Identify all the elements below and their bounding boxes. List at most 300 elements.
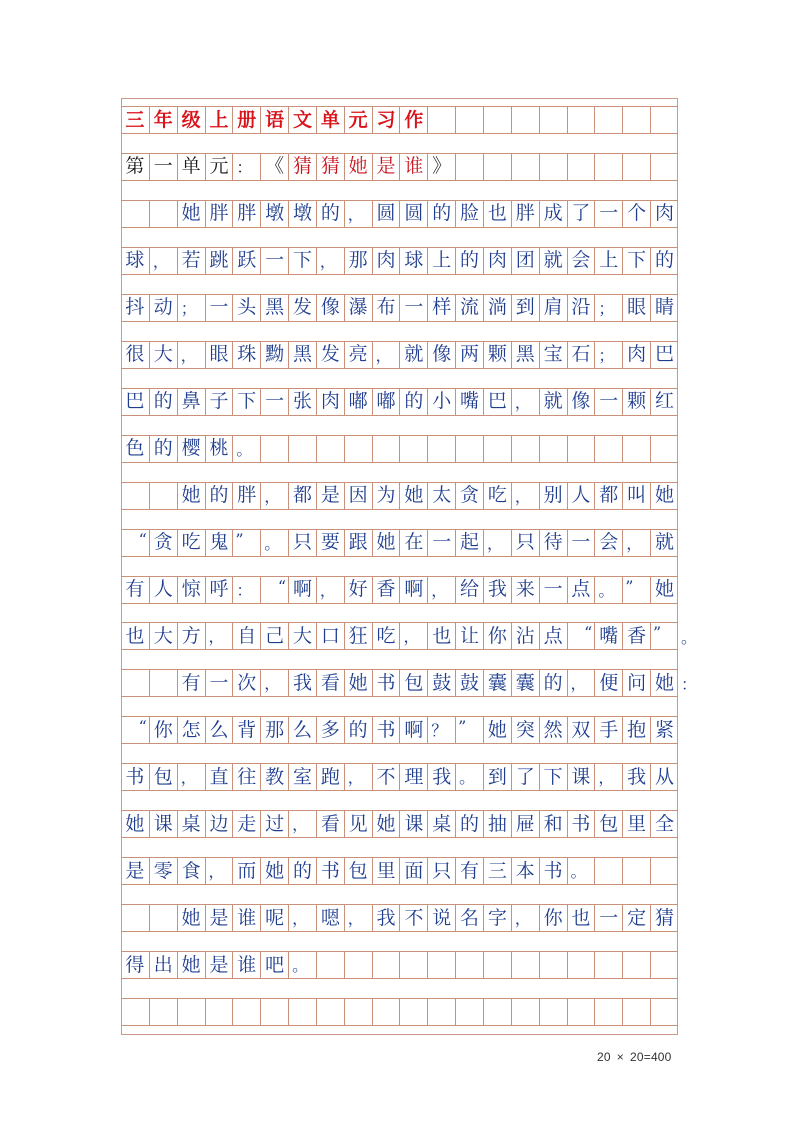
grid-cell: 要 [316,530,344,556]
grid-cell [288,999,316,1025]
grid-cell: 课 [567,764,595,790]
grid-cell: 包 [399,670,427,696]
grid-cell: 书 [567,811,595,837]
grid-cell: 是 [316,483,344,509]
grid-cell: 书 [372,717,400,743]
grid-cell [594,436,622,462]
grid-cell: 抱 [622,717,650,743]
text-row [121,435,678,463]
grid-cell: 手 [594,717,622,743]
grid-cell: 紧 [650,717,678,743]
grid-cell: “ [567,623,595,649]
grid-cell [650,107,678,133]
grid-cell: 亮 [344,342,372,368]
grid-cell: 吃 [177,530,205,556]
grid-cell: 啊 [288,577,316,603]
text-row [121,622,698,650]
grid-cell: 她 [260,858,288,884]
grid-cell: 抽 [483,811,511,837]
grid-cell: 作 [399,107,427,133]
grid-cell [483,999,511,1025]
grid-cell: 眼 [622,295,650,321]
grid-cell: 她 [372,530,400,556]
grid-cell: 是 [125,859,145,882]
grid-cell: 全 [650,811,678,837]
grid-cell: 跃 [232,248,260,274]
grid-cell: 零 [149,858,177,884]
grid-cell [288,436,316,462]
text-row [121,904,678,932]
grid-cell: 像 [567,389,595,415]
grid-cell: 巴 [483,389,511,415]
grid-cell [316,436,344,462]
heading-row [121,153,678,181]
grid-cell: 一 [427,530,455,556]
grid-cell: 。 [288,952,316,978]
grid-cell [455,436,483,462]
grid-cell: 面 [399,858,427,884]
grid-cell: 啊 [399,717,427,743]
grid-cell: 一 [260,248,288,274]
grid-cell [427,999,455,1025]
grid-cell: 嘟 [372,389,400,415]
grid-cell: 嘟 [344,389,372,415]
grid-cell: 就 [650,530,678,556]
grid-cell: 好 [344,577,372,603]
grid-cell: 书 [539,858,567,884]
grid-cell: 色 [125,437,145,460]
grid-cell [594,952,622,978]
grid-cell: 成 [539,201,567,227]
grid-cell: 和 [539,811,567,837]
grid-cell: 呼 [205,577,233,603]
grid-cell: 鼓 [427,670,455,696]
grid-cell: 猜 [288,154,316,180]
grid-cell: 胖 [205,201,233,227]
grid-cell: ， [399,623,427,649]
grid-cell: 发 [288,295,316,321]
grid-cell: 别 [539,483,567,509]
grid-cell: 一 [205,295,233,321]
grid-cell [121,201,149,227]
grid-cell: 说 [427,905,455,931]
text-row [121,998,678,1026]
grid-cell: 颗 [483,342,511,368]
grid-cell: 有 [177,670,205,696]
grid-cell: 墩 [288,201,316,227]
grid-cell: 瀑 [344,295,372,321]
grid-cell: ， [205,858,233,884]
grid-cell: 也 [567,905,595,931]
grid-cell: 只 [511,530,539,556]
grid-cell: 里 [622,811,650,837]
grid-cell: 沿 [567,295,595,321]
grid-cell: 猜 [316,154,344,180]
grid-cell: 那 [260,717,288,743]
grid-cell: ： [232,154,260,180]
grid-cell: 元 [205,154,233,180]
grid-cell: 的 [205,483,233,509]
grid-cell [567,999,595,1025]
grid-cell: 直 [205,764,233,790]
grid-cell: 个 [622,201,650,227]
grid-cell: 单 [177,154,205,180]
grid-cell: ， [511,389,539,415]
grid-cell: 墩 [260,201,288,227]
grid-cell: 怎 [177,717,205,743]
grid-cell: 多 [316,717,344,743]
grid-cell: 肉 [650,201,678,227]
grid-cell: 嘴 [455,389,483,415]
grid-cell [399,999,427,1025]
grid-cell: ， [567,670,595,696]
grid-cell: 来 [511,577,539,603]
grid-cell: 一 [567,530,595,556]
grid-cell: 桌 [427,811,455,837]
grid-cell [594,154,622,180]
grid-cell: 脸 [455,201,483,227]
grid-cell: 猜 [650,905,678,931]
grid-cell: 香 [372,577,400,603]
grid-cell [650,999,678,1025]
grid-cell: 抖 [125,296,145,319]
grid-cell: 跳 [205,248,233,274]
grid-cell: 吧 [260,952,288,978]
grid-cell [622,107,650,133]
grid-cell: 她 [177,952,205,978]
grid-cell: 一 [594,201,622,227]
grid-cell: 啊 [399,577,427,603]
grid-cell: 囊 [511,670,539,696]
grid-cell: 口 [316,623,344,649]
grid-cell: “ [138,717,147,737]
grid-cell: 她 [344,154,372,180]
grid-cell: 她 [650,577,678,603]
grid-cell: ， [149,248,177,274]
grid-cell [511,999,539,1025]
grid-cell: 习 [372,107,400,133]
grid-cell: 你 [539,905,567,931]
grid-cell [121,999,149,1025]
grid-cell: 因 [344,483,372,509]
grid-cell [622,858,650,884]
grid-cell: 红 [650,389,678,415]
grid-cell: ， [260,670,288,696]
grid-cell: 下 [539,764,567,790]
grid-cell: ， [177,342,205,368]
grid-cell: 狂 [344,623,372,649]
grid-cell: 她 [372,811,400,837]
grid-cell: 呢 [260,905,288,931]
text-row [121,482,678,510]
composition-grid-sheet [121,98,698,1035]
overflow-punctuation: ： [681,675,698,695]
grid-cell: 自 [232,623,260,649]
grid-cell [427,436,455,462]
grid-cell: 。 [232,436,260,462]
grid-cell: 很 [125,343,145,366]
grid-cell: 》 [427,154,455,180]
grid-cell: 双 [567,717,595,743]
grid-cell: 流 [455,295,483,321]
grid-cell: 她 [125,812,145,835]
grid-cell [455,999,483,1025]
grid-cell: 她 [483,717,511,743]
grid-cell [121,483,149,509]
grid-cell [149,483,177,509]
grid-cell [567,436,595,462]
grid-cell: 是 [372,154,400,180]
grid-cell: 然 [539,717,567,743]
text-row [121,810,678,838]
grid-cell: 册 [232,107,260,133]
grid-cell: ， [594,764,622,790]
grid-cell: 是 [205,905,233,931]
grid-cell: 惊 [177,577,205,603]
grid-cell: 有 [125,578,145,600]
grid-cell: 下 [288,248,316,274]
grid-cell: ， [288,811,316,837]
grid-cell: 突 [511,717,539,743]
grid-cell [622,999,650,1025]
grid-cell: ， [427,577,455,603]
grid-cell [149,201,177,227]
grid-cell [205,999,233,1025]
grid-cell: 肩 [539,295,567,321]
grid-cell: 次 [232,670,260,696]
grid-cell: 桃 [205,436,233,462]
grid-cell: 在 [399,530,427,556]
grid-cell: 么 [205,717,233,743]
grid-cell: 往 [232,764,260,790]
grid-cell: 年 [149,107,177,133]
grid-cell: 一 [399,295,427,321]
grid-cell: 樱 [177,436,205,462]
grid-cell: 谁 [232,952,260,978]
grid-cell: 嘴 [594,623,622,649]
grid-cell: 桌 [177,811,205,837]
grid-cell: ， [205,623,233,649]
grid-cell [483,952,511,978]
grid-cell: 球 [399,248,427,274]
grid-cell: 书 [372,670,400,696]
grid-cell: 肉 [483,248,511,274]
grid-cell: 起 [455,530,483,556]
grid-cell: 的 [149,436,177,462]
grid-cell: 宝 [539,342,567,368]
grid-cell [455,952,483,978]
grid-cell: 圆 [372,201,400,227]
grid-cell: 像 [427,342,455,368]
grid-cell: 的 [427,201,455,227]
grid-cell: 一 [594,389,622,415]
grid-cell: 肉 [372,248,400,274]
grid-cell: 三 [125,108,145,131]
grid-cell: 三 [483,858,511,884]
grid-cell: 谁 [232,905,260,931]
grid-cell: “ [138,529,147,549]
grid-cell: ； [594,342,622,368]
grid-cell: ， [511,483,539,509]
grid-cell: 胖 [232,201,260,227]
grid-cell: 肉 [622,342,650,368]
text-row [121,294,678,322]
grid-cell: 黑 [260,295,288,321]
grid-cell [177,999,205,1025]
grid-cell [650,436,678,462]
grid-cell: 吃 [372,623,400,649]
grid-cell: 上 [594,248,622,274]
grid-cell: 她 ： [650,670,678,696]
grid-cell: ； [594,295,622,321]
grid-cell: 一 [205,670,233,696]
grid-cell: ” [232,530,260,556]
grid-cell: 的 [316,201,344,227]
grid-cell: 她 [650,483,678,509]
grid-cell: ” [622,577,650,603]
grid-cell: ， [260,483,288,509]
grid-cell [260,436,288,462]
grid-cell: 文 [288,107,316,133]
grid-cell: 定 [622,905,650,931]
grid-cell: 都 [288,483,316,509]
grid-cell: 团 [511,248,539,274]
grid-cell: 子 [205,389,233,415]
grid-cell: 的 [455,811,483,837]
grid-cell [344,999,372,1025]
grid-cell: 看 [316,670,344,696]
grid-cell: 会 [567,248,595,274]
grid-cell: 发 [316,342,344,368]
grid-cell: ， [344,905,372,931]
grid-cell: 给 [455,577,483,603]
grid-cell: ， [511,905,539,931]
grid-cell: 一 [149,154,177,180]
grid-cell: 我 [288,670,316,696]
grid-cell: ， [344,201,372,227]
grid-cell [483,154,511,180]
grid-cell [455,154,483,180]
grid-cell: 圆 [399,201,427,227]
grid-cell [567,107,595,133]
grid-cell: 只 [427,858,455,884]
grid-cell [455,107,483,133]
grid-cell: 黑 [288,342,316,368]
grid-cell: 理 [399,764,427,790]
grid-cell: 沾 [511,623,539,649]
grid-cell: 有 [455,858,483,884]
text-row [121,716,678,744]
grid-cell [650,952,678,978]
grid-cell: 跑 [316,764,344,790]
grid-cell: 我 [427,764,455,790]
grid-cell: 她 [177,201,205,227]
grid-cell [316,999,344,1025]
grid-cell: 球 [125,249,145,272]
grid-cell: 也 [427,623,455,649]
grid-cell [344,436,372,462]
grid-size-label [597,1050,672,1064]
grid-cell: 是 [205,952,233,978]
grid-cell: ” 。 [650,623,678,649]
grid-cell [622,952,650,978]
grid-cell: 一 [260,389,288,415]
grid-cell: 。 [594,577,622,603]
grid-cell [372,436,400,462]
grid-cell: 囊 [483,670,511,696]
equals-sign: = [643,1050,651,1064]
text-row [121,200,678,228]
grid-cell: ， [316,577,344,603]
grid-cell [483,107,511,133]
grid-cell: 里 [372,858,400,884]
grid-cell: 大 [149,623,177,649]
grid-cell: 己 [260,623,288,649]
grid-cell [121,905,149,931]
grid-cell: 的 [650,248,678,274]
grid-cell: 包 [594,811,622,837]
text-row [121,857,678,885]
grid-cell: 室 [288,764,316,790]
grid-rows: 20 [629,1050,644,1064]
grid-cell: ， [177,764,205,790]
grid-cell: 动 [149,295,177,321]
grid-cell: 得 [125,953,145,976]
grid-cell: 点 [567,577,595,603]
grid-cell: 布 [372,295,400,321]
grid-cell: 方 [177,623,205,649]
grid-cell: “ [260,577,288,603]
grid-cell [594,858,622,884]
grid-cell: 巴 [650,342,678,368]
grid-cell [399,952,427,978]
grid-cell: 级 [177,107,205,133]
grid-cell: 背 [232,717,260,743]
grid-cell: 头 [232,295,260,321]
grid-cell: 了 [567,201,595,227]
grid-cell [594,999,622,1025]
grid-cell: 的 [399,389,427,415]
grid-cell: 包 [149,764,177,790]
grid-cell: 睛 [650,295,678,321]
grid-cell: 么 [288,717,316,743]
grid-cell: 都 [594,483,622,509]
grid-cell: 上 [427,248,455,274]
grid-cell: 边 [205,811,233,837]
grid-cell: 人 [149,577,177,603]
grid-cell: 而 [232,858,260,884]
grid-cell: 待 [539,530,567,556]
grid-cell: 叫 [622,483,650,509]
grid-cell [539,436,567,462]
grid-cell [372,952,400,978]
grid-cell: 若 [177,248,205,274]
grid-cell [539,107,567,133]
grid-cell: 小 [427,389,455,415]
grid-cell: 到 [511,295,539,321]
text-row [121,576,678,604]
grid-cell: 张 [288,389,316,415]
grid-cell [622,436,650,462]
grid-cell: 一 [539,577,567,603]
grid-cell [567,952,595,978]
grid-cell: 上 [205,107,233,133]
grid-cell: 的 [455,248,483,274]
grid-cell [399,436,427,462]
grid-cell: 便 [594,670,622,696]
grid-cell: 石 [567,342,595,368]
grid-cell: 元 [344,107,372,133]
